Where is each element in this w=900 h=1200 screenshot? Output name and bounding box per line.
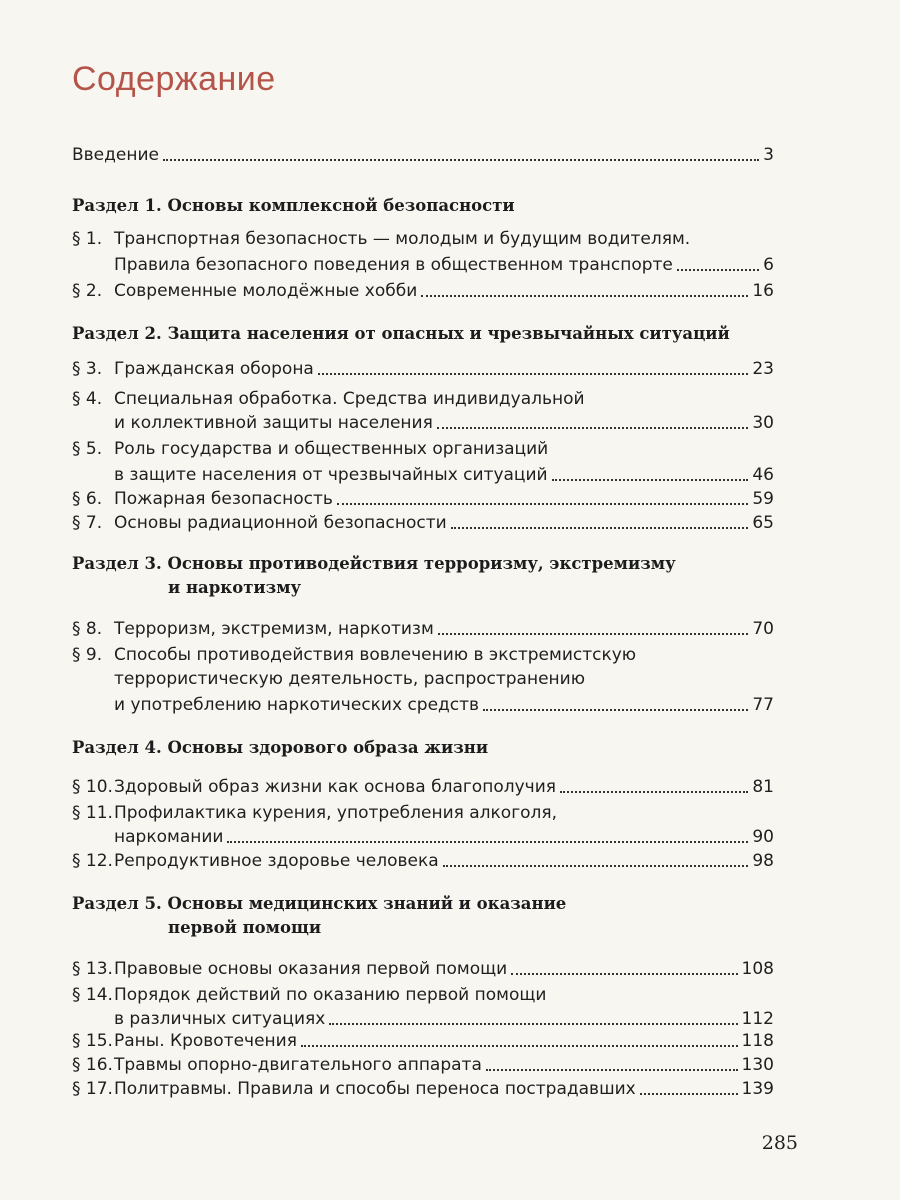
item-title: Основы радиационной безопасности (114, 513, 447, 533)
item-page: 70 (752, 619, 774, 639)
toc-item (72, 640, 774, 666)
toc-item (72, 408, 774, 434)
item-title: Транспортная безопасность — молодым и будущим водителям. (114, 229, 691, 249)
section-heading-text: Раздел 1. Основы комплексной безопасности (72, 196, 515, 215)
toc-item (72, 434, 774, 460)
item-title: Способы противодействия вовлечению в экстремистскую (114, 645, 637, 665)
dot-leader (163, 159, 759, 161)
dot-leader (486, 1069, 738, 1071)
section-heading (72, 736, 774, 760)
item-title: Политравмы. Правила и способы переноса пострадавших (114, 1079, 636, 1099)
dot-leader (560, 791, 748, 793)
toc-item (72, 508, 774, 534)
dot-leader (437, 427, 749, 429)
item-number: § 15. (72, 1031, 113, 1051)
item-title: Здоровый образ жизни как основа благополучия (114, 777, 556, 797)
toc-item (72, 354, 774, 380)
item-title: Введение (72, 145, 159, 165)
toc-item (72, 614, 774, 640)
dot-leader (451, 527, 749, 529)
item-title: и употреблению наркотических средств (114, 695, 480, 715)
dot-leader (337, 503, 748, 505)
item-number: § 5. (72, 439, 103, 459)
page-number: 285 (761, 1132, 798, 1154)
toc-item (72, 1050, 774, 1076)
toc-item (72, 384, 774, 410)
dot-leader (677, 269, 759, 271)
item-number: § 8. (72, 619, 103, 639)
item-number: § 13. (72, 959, 113, 979)
item-title: в защите населения от чрезвычайных ситуаций (114, 465, 548, 485)
toc-item (72, 460, 774, 486)
toc-item (72, 276, 774, 302)
toc-item (72, 798, 774, 824)
item-title: Специальная обработка. Средства индивидуальной (114, 389, 585, 409)
item-page: 65 (752, 513, 774, 533)
section-heading-text: Раздел 4. Основы здорового образа жизни (72, 738, 489, 757)
dot-leader (329, 1023, 737, 1025)
item-number: § 12. (72, 851, 113, 871)
item-number: § 7. (72, 513, 103, 533)
toc-intro (72, 140, 774, 166)
item-number: § 6. (72, 489, 103, 509)
toc-item (72, 484, 774, 510)
item-page: 3 (763, 145, 774, 165)
toc-item (72, 250, 774, 276)
item-number: § 10. (72, 777, 113, 797)
item-page: 98 (752, 851, 774, 871)
toc-item (72, 1026, 774, 1052)
item-title: и коллективной защиты населения (114, 413, 433, 433)
item-page: 16 (752, 281, 774, 301)
dot-leader (421, 295, 748, 297)
toc-item (72, 690, 774, 716)
item-title: террористическую деятельность, распространению (114, 669, 586, 689)
item-number: § 11. (72, 803, 113, 823)
toc-item (72, 1074, 774, 1100)
section-heading-text: Раздел 5. Основы медицинских знаний и оказание (72, 894, 567, 913)
item-page: 6 (763, 255, 774, 275)
dot-leader (511, 973, 737, 975)
toc-item (72, 846, 774, 872)
dot-leader (318, 373, 749, 375)
item-title: Репродуктивное здоровье человека (114, 851, 439, 871)
item-number: § 16. (72, 1055, 113, 1075)
item-title: Профилактика курения, употребления алкоголя, (114, 803, 558, 823)
item-title: Гражданская оборона (114, 359, 314, 379)
item-number: § 17. (72, 1079, 113, 1099)
item-page: 59 (752, 489, 774, 509)
item-title: Правила безопасного поведения в общественном транспорте (114, 255, 673, 275)
toc-item (72, 980, 774, 1006)
item-number: § 1. (72, 229, 103, 249)
item-number: § 3. (72, 359, 103, 379)
item-title: Правовые основы оказания первой помощи (114, 959, 508, 979)
section-heading (72, 194, 774, 218)
item-page: 30 (752, 413, 774, 433)
dot-leader (227, 841, 748, 843)
item-title: Порядок действий по оказанию первой помощи (114, 985, 547, 1005)
dot-leader (301, 1045, 738, 1047)
section-heading-text: Раздел 2. Защита населения от опасных и чрезвычайных ситуаций (72, 324, 730, 343)
item-page: 46 (752, 465, 774, 485)
item-number: § 9. (72, 645, 103, 665)
item-page: 118 (741, 1031, 774, 1051)
toc-item (72, 664, 774, 690)
item-title: Пожарная безопасность (114, 489, 333, 509)
item-page: 23 (752, 359, 774, 379)
item-title: Роль государства и общественных организаций (114, 439, 549, 459)
item-number: § 4. (72, 389, 103, 409)
item-page: 112 (741, 1009, 774, 1029)
section-heading (72, 892, 774, 940)
toc-item (72, 772, 774, 798)
section-heading-continuation: первой помощи (168, 918, 322, 937)
section-heading-text: Раздел 3. Основы противодействия терроризму, экстремизму (72, 554, 676, 573)
item-number: § 14. (72, 985, 113, 1005)
item-title: Травмы опорно-двигательного аппарата (114, 1055, 482, 1075)
dot-leader (438, 633, 749, 635)
toc-item (72, 224, 774, 250)
section-heading-continuation: и наркотизму (168, 578, 302, 597)
item-title: Терроризм, экстремизм, наркотизм (114, 619, 434, 639)
item-page: 130 (741, 1055, 774, 1075)
page-title: Содержание (72, 60, 276, 98)
item-page: 81 (752, 777, 774, 797)
toc-item (72, 954, 774, 980)
item-title: в различных ситуациях (114, 1009, 326, 1029)
dot-leader (443, 865, 749, 867)
item-title: Современные молодёжные хобби (114, 281, 418, 301)
item-page: 77 (752, 695, 774, 715)
dot-leader (640, 1093, 738, 1095)
item-number: § 2. (72, 281, 103, 301)
toc-item (72, 822, 774, 848)
section-heading (72, 322, 774, 346)
dot-leader (552, 479, 749, 481)
item-title: Раны. Кровотечения (114, 1031, 297, 1051)
section-heading (72, 552, 774, 600)
item-title: наркомании (114, 827, 224, 847)
dot-leader (483, 709, 748, 711)
item-page: 139 (741, 1079, 774, 1099)
item-page: 90 (752, 827, 774, 847)
item-page: 108 (741, 959, 774, 979)
